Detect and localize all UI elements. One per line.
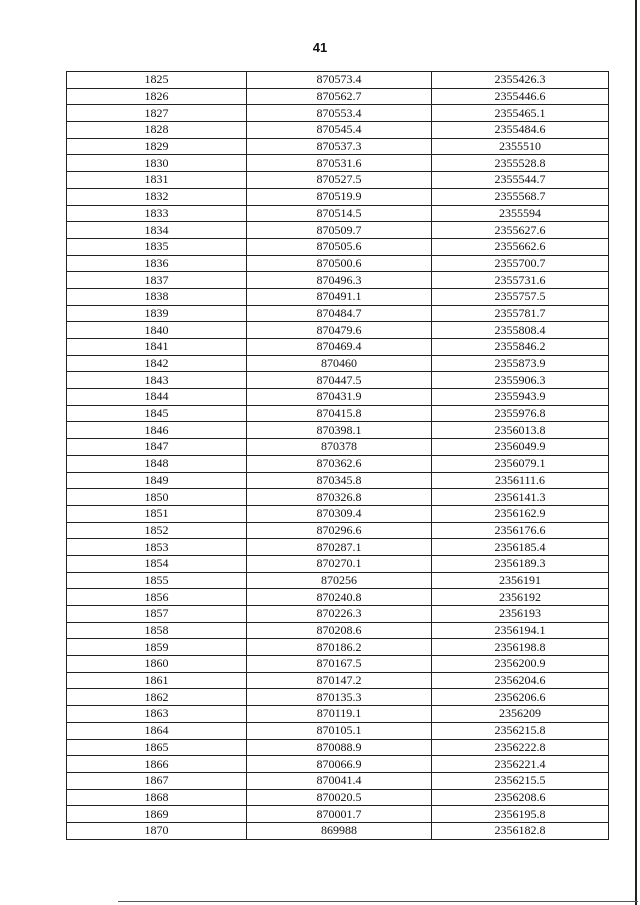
y-coordinate-cell: 2355731.6 xyxy=(432,272,609,289)
table-row xyxy=(67,772,609,789)
y-coordinate-cell: 2355594 xyxy=(432,205,609,222)
table-row xyxy=(67,656,609,673)
x-coordinate-cell: 870088.9 xyxy=(247,739,432,756)
point-number-cell: 1870 xyxy=(67,822,247,839)
y-coordinate-cell: 2355426.3 xyxy=(432,72,609,89)
point-number-cell: 1859 xyxy=(67,639,247,656)
point-number-cell: 1826 xyxy=(67,88,247,105)
table-row xyxy=(67,689,609,706)
table-row xyxy=(67,806,609,823)
point-number-cell: 1846 xyxy=(67,422,247,439)
table-row xyxy=(67,205,609,222)
point-number-cell: 1868 xyxy=(67,789,247,806)
table-row xyxy=(67,339,609,356)
y-coordinate-cell: 2355465.1 xyxy=(432,105,609,122)
y-coordinate-cell: 2356192 xyxy=(432,589,609,606)
point-number-cell: 1833 xyxy=(67,205,247,222)
point-number-cell: 1853 xyxy=(67,539,247,556)
y-coordinate-cell: 2355700.7 xyxy=(432,255,609,272)
point-number-cell: 1840 xyxy=(67,322,247,339)
x-coordinate-cell: 870256 xyxy=(247,572,432,589)
point-number-cell: 1858 xyxy=(67,622,247,639)
table-row xyxy=(67,756,609,773)
x-coordinate-cell: 870135.3 xyxy=(247,689,432,706)
x-coordinate-cell: 870378 xyxy=(247,439,432,456)
x-coordinate-cell: 870226.3 xyxy=(247,606,432,623)
y-coordinate-cell: 2355568.7 xyxy=(432,188,609,205)
y-coordinate-cell: 2356185.4 xyxy=(432,539,609,556)
table-row xyxy=(67,322,609,339)
table-row xyxy=(67,455,609,472)
point-number-cell: 1839 xyxy=(67,305,247,322)
point-number-cell: 1865 xyxy=(67,739,247,756)
x-coordinate-cell: 870020.5 xyxy=(247,789,432,806)
table-row xyxy=(67,739,609,756)
table-row xyxy=(67,272,609,289)
x-coordinate-cell: 870270.1 xyxy=(247,555,432,572)
point-number-cell: 1830 xyxy=(67,155,247,172)
page-edge-bottom xyxy=(118,901,638,902)
x-coordinate-cell: 870509.7 xyxy=(247,222,432,239)
x-coordinate-cell: 870119.1 xyxy=(247,706,432,723)
y-coordinate-cell: 2356222.8 xyxy=(432,739,609,756)
point-number-cell: 1834 xyxy=(67,222,247,239)
x-coordinate-cell: 870309.4 xyxy=(247,505,432,522)
x-coordinate-cell: 870240.8 xyxy=(247,589,432,606)
table-row xyxy=(67,472,609,489)
table-row xyxy=(67,489,609,506)
y-coordinate-cell: 2356206.6 xyxy=(432,689,609,706)
x-coordinate-cell: 870296.6 xyxy=(247,522,432,539)
y-coordinate-cell: 2355544.7 xyxy=(432,172,609,189)
point-number-cell: 1864 xyxy=(67,722,247,739)
y-coordinate-cell: 2356215.8 xyxy=(432,722,609,739)
x-coordinate-cell: 870479.6 xyxy=(247,322,432,339)
x-coordinate-cell: 870447.5 xyxy=(247,372,432,389)
x-coordinate-cell: 870431.9 xyxy=(247,389,432,406)
table-row xyxy=(67,355,609,372)
y-coordinate-cell: 2355846.2 xyxy=(432,339,609,356)
table-row xyxy=(67,589,609,606)
x-coordinate-cell: 870553.4 xyxy=(247,105,432,122)
y-coordinate-cell: 2356189.3 xyxy=(432,555,609,572)
point-number-cell: 1852 xyxy=(67,522,247,539)
point-number-cell: 1838 xyxy=(67,288,247,305)
x-coordinate-cell: 870001.7 xyxy=(247,806,432,823)
point-number-cell: 1837 xyxy=(67,272,247,289)
y-coordinate-cell: 2355510 xyxy=(432,138,609,155)
point-number-cell: 1836 xyxy=(67,255,247,272)
x-coordinate-cell: 870186.2 xyxy=(247,639,432,656)
x-coordinate-cell: 870066.9 xyxy=(247,756,432,773)
coordinates-table-body xyxy=(67,72,609,840)
point-number-cell: 1866 xyxy=(67,756,247,773)
table-row xyxy=(67,722,609,739)
y-coordinate-cell: 2356141.3 xyxy=(432,489,609,506)
y-coordinate-cell: 2356013.8 xyxy=(432,422,609,439)
point-number-cell: 1832 xyxy=(67,188,247,205)
x-coordinate-cell: 870415.8 xyxy=(247,405,432,422)
y-coordinate-cell: 2356209 xyxy=(432,706,609,723)
point-number-cell: 1862 xyxy=(67,689,247,706)
y-coordinate-cell: 2356193 xyxy=(432,606,609,623)
point-number-cell: 1854 xyxy=(67,555,247,572)
point-number-cell: 1843 xyxy=(67,372,247,389)
y-coordinate-cell: 2355873.9 xyxy=(432,355,609,372)
y-coordinate-cell: 2356208.6 xyxy=(432,789,609,806)
y-coordinate-cell: 2356215.5 xyxy=(432,772,609,789)
table-row xyxy=(67,639,609,656)
table-row xyxy=(67,422,609,439)
x-coordinate-cell: 870514.5 xyxy=(247,205,432,222)
y-coordinate-cell: 2356191 xyxy=(432,572,609,589)
point-number-cell: 1856 xyxy=(67,589,247,606)
table-row xyxy=(67,522,609,539)
y-coordinate-cell: 2355484.6 xyxy=(432,122,609,139)
table-row xyxy=(67,255,609,272)
y-coordinate-cell: 2356182.8 xyxy=(432,822,609,839)
point-number-cell: 1861 xyxy=(67,672,247,689)
table-row xyxy=(67,305,609,322)
table-row xyxy=(67,789,609,806)
coordinates-table xyxy=(66,71,609,840)
x-coordinate-cell: 870573.4 xyxy=(247,72,432,89)
point-number-cell: 1863 xyxy=(67,706,247,723)
table-row xyxy=(67,238,609,255)
point-number-cell: 1841 xyxy=(67,339,247,356)
x-coordinate-cell: 870469.4 xyxy=(247,339,432,356)
table-row xyxy=(67,88,609,105)
table-row xyxy=(67,155,609,172)
table-row xyxy=(67,672,609,689)
page-number: 41 xyxy=(312,40,328,55)
point-number-cell: 1831 xyxy=(67,172,247,189)
y-coordinate-cell: 2356200.9 xyxy=(432,656,609,673)
x-coordinate-cell: 870537.3 xyxy=(247,138,432,155)
y-coordinate-cell: 2356198.8 xyxy=(432,639,609,656)
x-coordinate-cell: 870167.5 xyxy=(247,656,432,673)
table-row xyxy=(67,439,609,456)
point-number-cell: 1829 xyxy=(67,138,247,155)
table-row xyxy=(67,405,609,422)
y-coordinate-cell: 2355808.4 xyxy=(432,322,609,339)
x-coordinate-cell: 870208.6 xyxy=(247,622,432,639)
x-coordinate-cell: 870505.6 xyxy=(247,238,432,255)
table-row xyxy=(67,172,609,189)
point-number-cell: 1848 xyxy=(67,455,247,472)
y-coordinate-cell: 2355627.6 xyxy=(432,222,609,239)
table-row xyxy=(67,288,609,305)
y-coordinate-cell: 2355943.9 xyxy=(432,389,609,406)
y-coordinate-cell: 2356176.6 xyxy=(432,522,609,539)
x-coordinate-cell: 869988 xyxy=(247,822,432,839)
y-coordinate-cell: 2356111.6 xyxy=(432,472,609,489)
page-edge-right xyxy=(635,0,637,905)
point-number-cell: 1827 xyxy=(67,105,247,122)
y-coordinate-cell: 2355757.5 xyxy=(432,288,609,305)
point-number-cell: 1867 xyxy=(67,772,247,789)
x-coordinate-cell: 870326.8 xyxy=(247,489,432,506)
y-coordinate-cell: 2355662.6 xyxy=(432,238,609,255)
table-row xyxy=(67,389,609,406)
table-row xyxy=(67,622,609,639)
table-row xyxy=(67,372,609,389)
x-coordinate-cell: 870147.2 xyxy=(247,672,432,689)
point-number-cell: 1844 xyxy=(67,389,247,406)
y-coordinate-cell: 2355781.7 xyxy=(432,305,609,322)
point-number-cell: 1828 xyxy=(67,122,247,139)
table-row xyxy=(67,188,609,205)
table-row xyxy=(67,572,609,589)
table-row xyxy=(67,606,609,623)
x-coordinate-cell: 870531.6 xyxy=(247,155,432,172)
table-row xyxy=(67,505,609,522)
point-number-cell: 1850 xyxy=(67,489,247,506)
point-number-cell: 1847 xyxy=(67,439,247,456)
point-number-cell: 1857 xyxy=(67,606,247,623)
point-number-cell: 1869 xyxy=(67,806,247,823)
table-row xyxy=(67,222,609,239)
x-coordinate-cell: 870491.1 xyxy=(247,288,432,305)
x-coordinate-cell: 870362.6 xyxy=(247,455,432,472)
y-coordinate-cell: 2356162.9 xyxy=(432,505,609,522)
point-number-cell: 1849 xyxy=(67,472,247,489)
table-row xyxy=(67,539,609,556)
table-row xyxy=(67,706,609,723)
y-coordinate-cell: 2356195.8 xyxy=(432,806,609,823)
point-number-cell: 1835 xyxy=(67,238,247,255)
x-coordinate-cell: 870500.6 xyxy=(247,255,432,272)
x-coordinate-cell: 870345.8 xyxy=(247,472,432,489)
x-coordinate-cell: 870484.7 xyxy=(247,305,432,322)
x-coordinate-cell: 870398.1 xyxy=(247,422,432,439)
point-number-cell: 1845 xyxy=(67,405,247,422)
x-coordinate-cell: 870041.4 xyxy=(247,772,432,789)
x-coordinate-cell: 870545.4 xyxy=(247,122,432,139)
table-row xyxy=(67,122,609,139)
table-row xyxy=(67,822,609,839)
x-coordinate-cell: 870496.3 xyxy=(247,272,432,289)
x-coordinate-cell: 870287.1 xyxy=(247,539,432,556)
y-coordinate-cell: 2356079.1 xyxy=(432,455,609,472)
point-number-cell: 1842 xyxy=(67,355,247,372)
x-coordinate-cell: 870527.5 xyxy=(247,172,432,189)
y-coordinate-cell: 2356221.4 xyxy=(432,756,609,773)
x-coordinate-cell: 870562.7 xyxy=(247,88,432,105)
point-number-cell: 1860 xyxy=(67,656,247,673)
point-number-cell: 1851 xyxy=(67,505,247,522)
y-coordinate-cell: 2355976.8 xyxy=(432,405,609,422)
table-row xyxy=(67,138,609,155)
point-number-cell: 1855 xyxy=(67,572,247,589)
y-coordinate-cell: 2355528.8 xyxy=(432,155,609,172)
x-coordinate-cell: 870105.1 xyxy=(247,722,432,739)
y-coordinate-cell: 2356204.6 xyxy=(432,672,609,689)
x-coordinate-cell: 870519.9 xyxy=(247,188,432,205)
y-coordinate-cell: 2355906.3 xyxy=(432,372,609,389)
table-row xyxy=(67,105,609,122)
table-row xyxy=(67,555,609,572)
x-coordinate-cell: 870460 xyxy=(247,355,432,372)
y-coordinate-cell: 2356049.9 xyxy=(432,439,609,456)
y-coordinate-cell: 2356194.1 xyxy=(432,622,609,639)
point-number-cell: 1825 xyxy=(67,72,247,89)
table-row xyxy=(67,72,609,89)
y-coordinate-cell: 2355446.6 xyxy=(432,88,609,105)
